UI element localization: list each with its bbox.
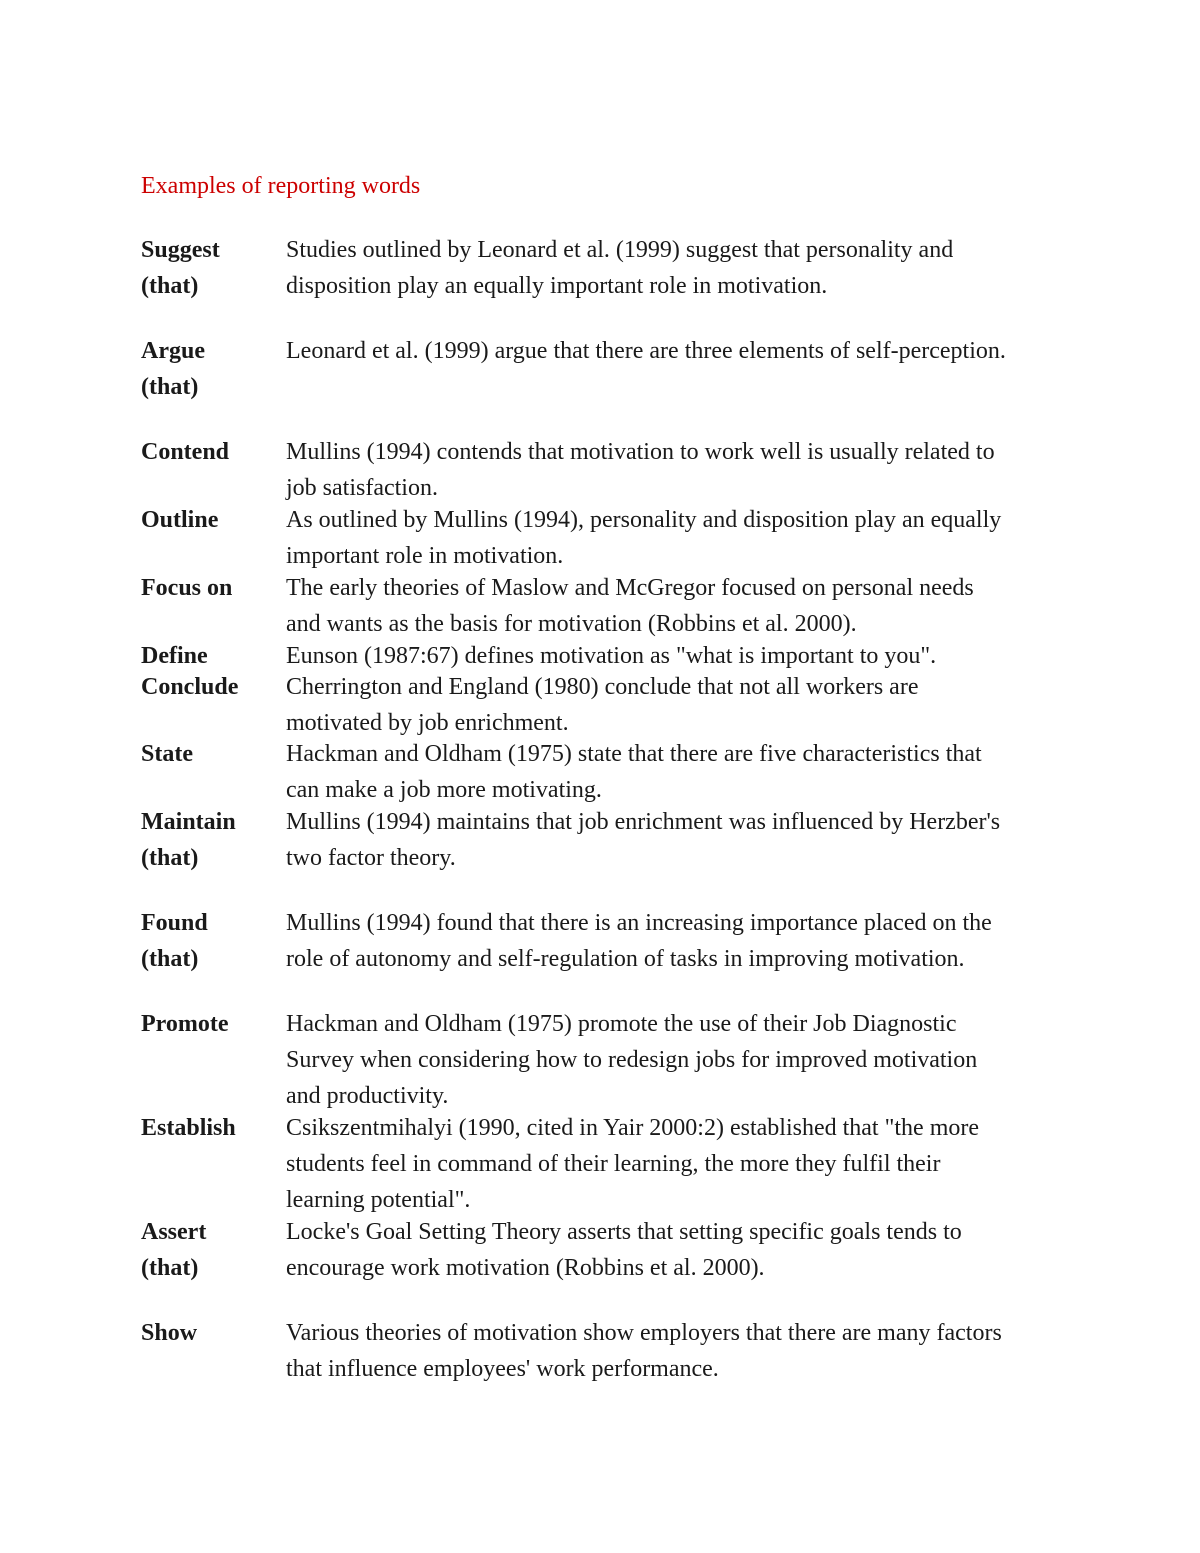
document-title: Examples of reporting words xyxy=(141,173,421,199)
term-line: Suggest xyxy=(141,237,220,263)
definition-line: Locke's Goal Setting Theory asserts that setting specific goals tends to xyxy=(286,1219,962,1245)
definition-line: Eunson (1987:67) defines motivation as "what is important to you". xyxy=(286,643,937,669)
definition-line: As outlined by Mullins (1994), personality and disposition play an equally xyxy=(286,507,1002,533)
definition-line: Hackman and Oldham (1975) promote the use of their Job Diagnostic xyxy=(286,1011,957,1037)
definition-line: Mullins (1994) maintains that job enrichment was influenced by Herzber's xyxy=(286,809,1001,835)
definition-line: and wants as the basis for motivation (Robbins et al. 2000). xyxy=(286,611,857,637)
term-line: (that) xyxy=(141,374,199,400)
definition-line: Mullins (1994) contends that motivation to work well is usually related to xyxy=(286,439,995,465)
term-line: State xyxy=(141,741,193,767)
term-line: Define xyxy=(141,643,208,669)
definition-line: Hackman and Oldham (1975) state that there are five characteristics that xyxy=(286,741,982,767)
term-line: Focus on xyxy=(141,575,233,601)
definition xyxy=(286,1315,1161,1387)
term xyxy=(141,502,281,538)
definition-line: Various theories of motivation show employers that there are many factors xyxy=(286,1320,1002,1346)
definition xyxy=(286,232,1161,304)
term-line: Conclude xyxy=(141,674,239,700)
term-line: Establish xyxy=(141,1115,236,1141)
definition-line: Studies outlined by Leonard et al. (1999) suggest that personality and xyxy=(286,237,954,263)
definition xyxy=(286,1110,1161,1218)
definition-line: Leonard et al. (1999) argue that there are three elements of self-perception. xyxy=(286,338,1006,364)
term xyxy=(141,905,281,977)
term xyxy=(141,736,281,772)
definition-line: disposition play an equally important role in motivation. xyxy=(286,273,828,299)
term xyxy=(141,333,281,405)
term-line: (that) xyxy=(141,1255,199,1281)
definition-line: Survey when considering how to redesign jobs for improved motivation xyxy=(286,1047,978,1073)
definition-line: can make a job more motivating. xyxy=(286,777,602,803)
term xyxy=(141,434,281,470)
definition-line: that influence employees' work performance. xyxy=(286,1356,719,1382)
term xyxy=(141,570,281,606)
definition-line: Mullins (1994) found that there is an increasing importance placed on the xyxy=(286,910,992,936)
term-line: (that) xyxy=(141,845,199,871)
definition xyxy=(286,333,1161,369)
definition xyxy=(286,736,1161,808)
term xyxy=(141,1110,281,1146)
definition-line: The early theories of Maslow and McGregor focused on personal needs xyxy=(286,575,974,601)
definition xyxy=(286,1006,1161,1114)
definition-line: two factor theory. xyxy=(286,845,456,871)
definition-line: Csikszentmihalyi (1990, cited in Yair 2000:2) established that "the more xyxy=(286,1115,980,1141)
definition xyxy=(286,434,1161,506)
definition-line: role of autonomy and self-regulation of tasks in improving motivation. xyxy=(286,946,965,972)
definition xyxy=(286,804,1161,876)
definition-line: motivated by job enrichment. xyxy=(286,710,569,736)
term-line: Show xyxy=(141,1320,198,1346)
definition-line: learning potential". xyxy=(286,1187,471,1213)
term xyxy=(141,1214,281,1286)
term xyxy=(141,804,281,876)
term-line: Outline xyxy=(141,507,219,533)
term-line: (that) xyxy=(141,946,199,972)
term-line: Promote xyxy=(141,1011,229,1037)
term-line: Found xyxy=(141,910,208,936)
definition xyxy=(286,570,1161,642)
term-line: (that) xyxy=(141,273,199,299)
definition xyxy=(286,669,1161,741)
definition-line: job satisfaction. xyxy=(286,475,438,501)
term-line: Maintain xyxy=(141,809,236,835)
definition xyxy=(286,1214,1161,1286)
term xyxy=(141,669,281,705)
definition-line: Cherrington and England (1980) conclude that not all workers are xyxy=(286,674,919,700)
term xyxy=(141,1006,281,1042)
definition-line: and productivity. xyxy=(286,1083,449,1109)
term xyxy=(141,1315,281,1351)
term-line: Argue xyxy=(141,338,205,364)
term-line: Assert xyxy=(141,1219,207,1245)
definition xyxy=(286,905,1161,977)
term xyxy=(141,232,281,304)
definition xyxy=(286,502,1161,574)
definition-line: encourage work motivation (Robbins et al. 2000). xyxy=(286,1255,765,1281)
definition-line: important role in motivation. xyxy=(286,543,564,569)
definition-line: students feel in command of their learning, the more they fulfil their xyxy=(286,1151,941,1177)
term-line: Contend xyxy=(141,439,230,465)
